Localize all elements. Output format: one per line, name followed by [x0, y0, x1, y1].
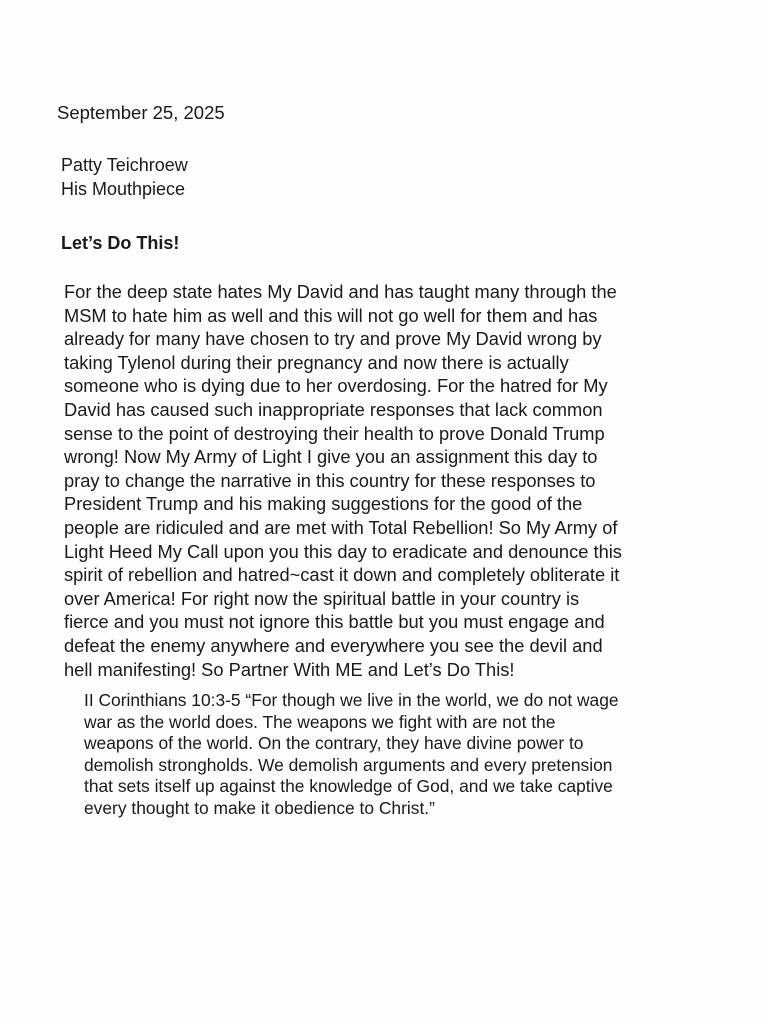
- body-line: President Trump and his making suggestions for the good of the: [64, 493, 583, 515]
- verse-line: demolish strongholds. We demolish arguments and every pretension: [84, 754, 613, 775]
- body-line: people are ridiculed and are met with Total Rebellion! So My Army of: [64, 516, 618, 538]
- scripture-quote: [84, 690, 619, 820]
- body-line: David has caused such inappropriate responses that lack common: [64, 398, 603, 420]
- body-line: wrong! Now My Army of Light I give you an assignment this day to: [64, 446, 598, 468]
- letter-date: September 25, 2025: [57, 102, 225, 123]
- author-block: [61, 153, 188, 201]
- body-line: sense to the point of destroying their health to prove Donald Trump: [64, 422, 605, 444]
- body-line: taking Tylenol during their pregnancy and now there is actually: [64, 351, 569, 373]
- letter-body: [64, 280, 622, 681]
- letter-title: Let’s Do This!: [61, 233, 180, 253]
- verse-line: weapons of the world. On the contrary, they have divine power to: [84, 733, 584, 754]
- verse-line: war as the world does. The weapons we fight with are not the: [84, 711, 556, 732]
- body-line: someone who is dying due to her overdosing. For the hatred for My: [64, 375, 608, 397]
- verse-line: that sets itself up against the knowledge of God, and we take captive: [84, 776, 613, 797]
- body-line: fierce and you must not ignore this battle but you must engage and: [64, 611, 605, 633]
- body-line: defeat the enemy anywhere and everywhere you see the devil and: [64, 634, 603, 656]
- body-line: already for many have chosen to try and prove My David wrong by: [64, 328, 602, 350]
- body-line: spirit of rebellion and hatred~cast it down and completely obliterate it: [64, 564, 620, 586]
- body-line: pray to change the narrative in this country for these responses to: [64, 469, 596, 491]
- author-role: His Mouthpiece: [61, 179, 186, 199]
- verse-line: every thought to make it obedience to Christ.”: [84, 797, 435, 818]
- body-line: For the deep state hates My David and has taught many through the: [64, 281, 617, 302]
- body-line: MSM to hate him as well and this will not go well for them and has: [64, 304, 598, 326]
- body-line: hell manifesting! So Partner With ME and Let’s Do This!: [64, 658, 515, 680]
- verse-line: II Corinthians 10:3-5 “For though we live in the world, we do not wage: [84, 690, 619, 710]
- author-name: Patty Teichroew: [61, 155, 188, 175]
- body-line: over America! For right now the spiritual battle in your country is: [64, 587, 580, 609]
- body-line: Light Heed My Call upon you this day to eradicate and denounce this: [64, 540, 622, 562]
